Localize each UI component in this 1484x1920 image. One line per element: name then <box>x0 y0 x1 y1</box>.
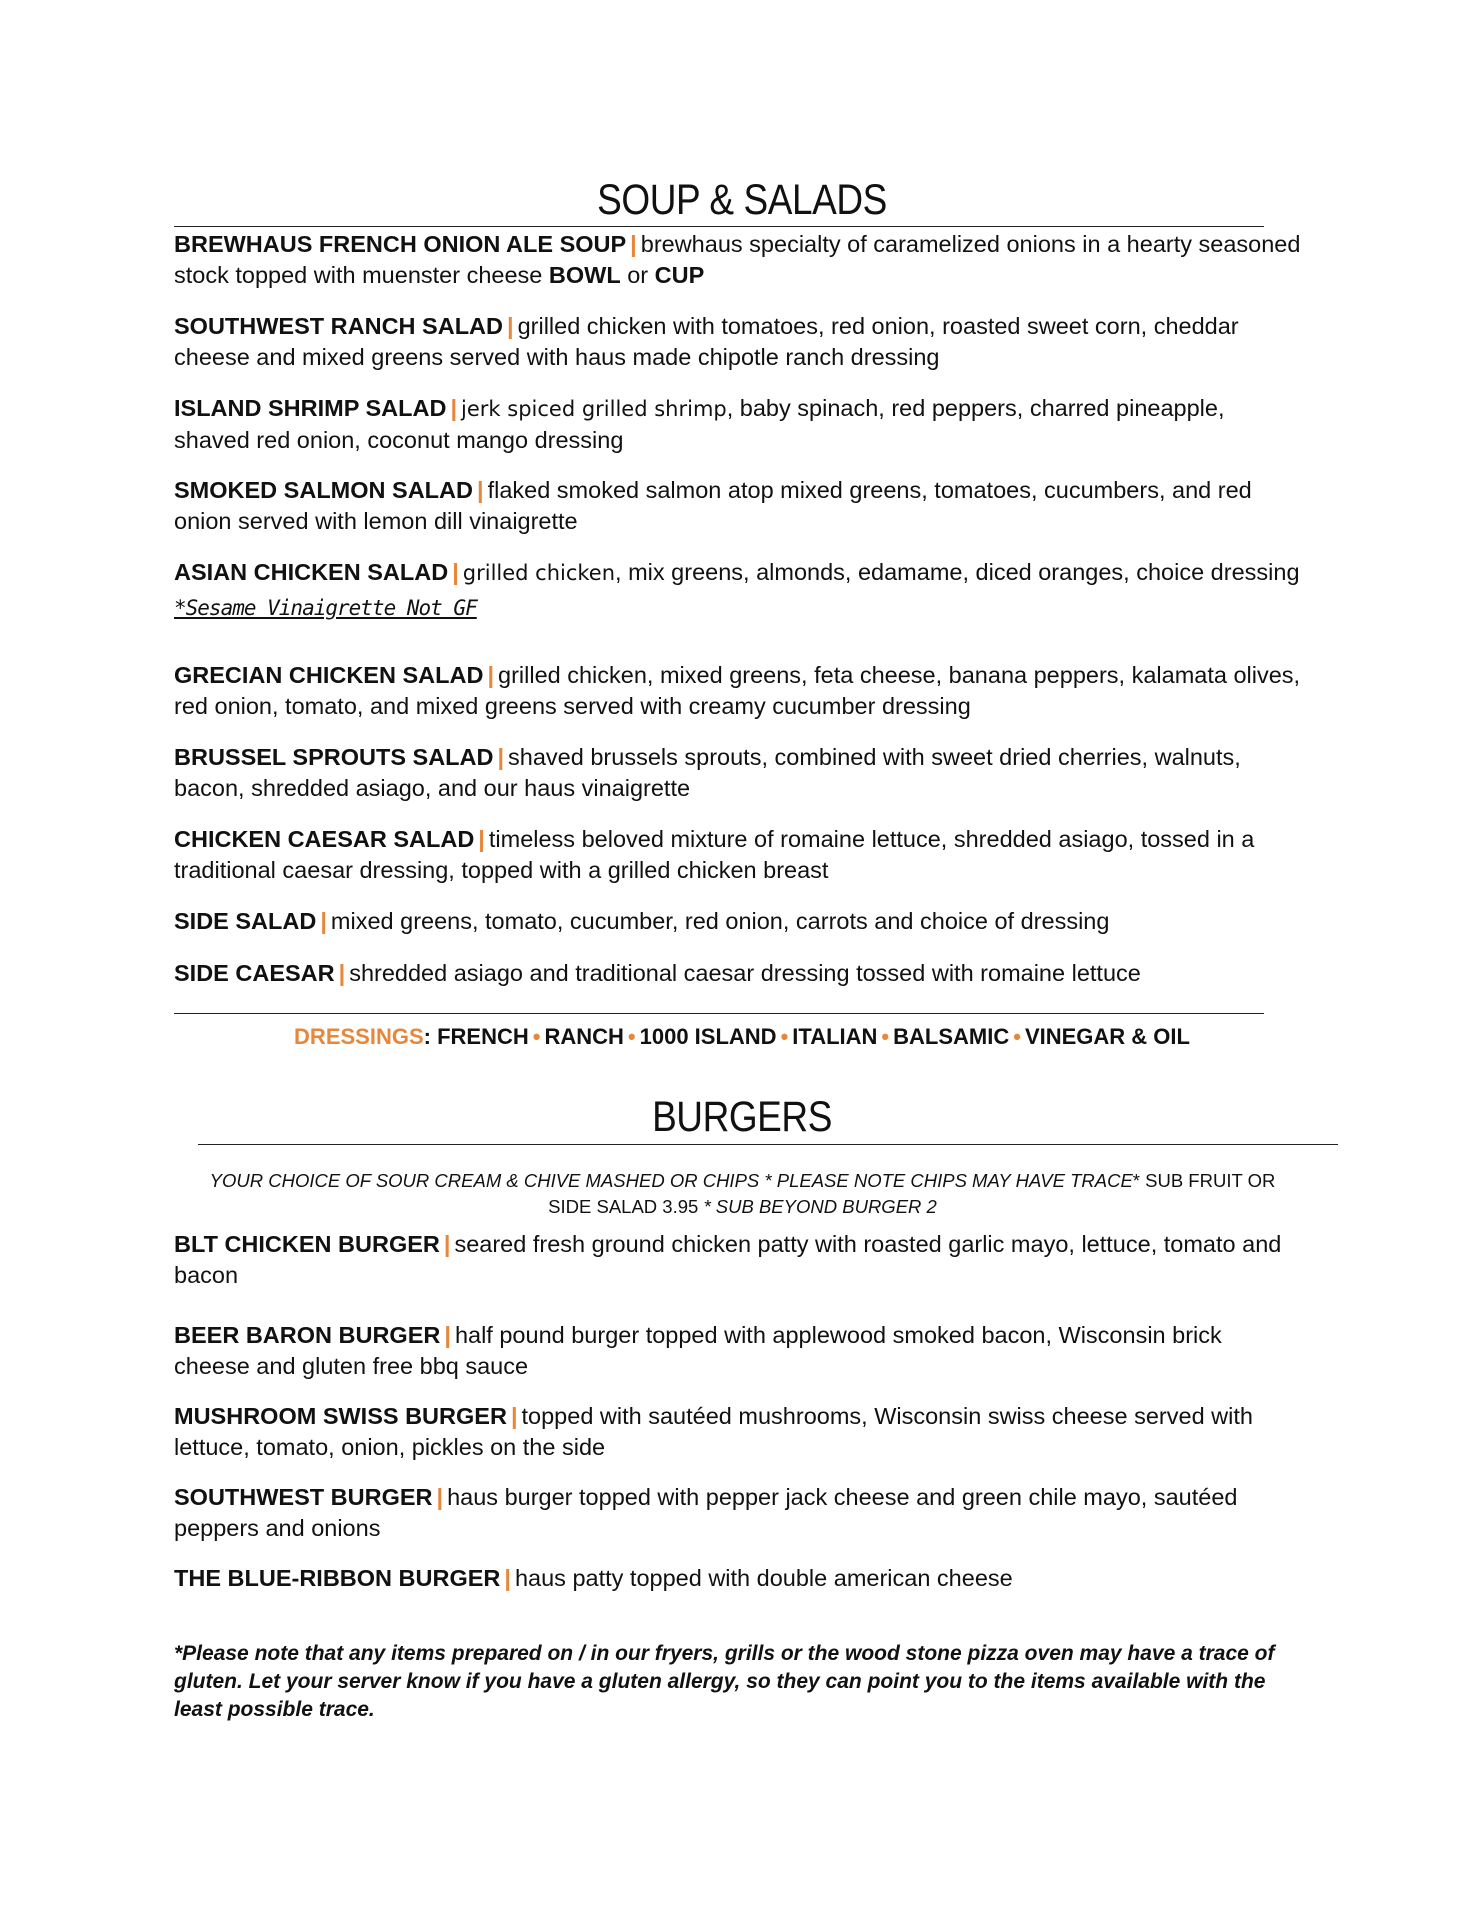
item-description: haus patty topped with double american cheese <box>514 1565 1013 1591</box>
cup-label: CUP <box>654 262 705 288</box>
bowl-label: BOWL <box>548 262 621 288</box>
bullet-separator: • <box>780 1024 789 1049</box>
separator: | <box>320 908 327 934</box>
item-description: half pound burger topped with applewood smoked bacon, Wisconsin brick cheese and gluten free bbq sauce <box>174 1322 1222 1379</box>
menu-item-mushroom-swiss-burger <box>174 1401 1304 1463</box>
item-description: , baby spinach, red peppers, charred pineapple, shaved red onion, coconut mango dressing <box>174 395 1225 453</box>
dressings-colon: : <box>423 1024 431 1049</box>
item-description: topped with sautéed mushrooms, Wisconsin swiss cheese served with lettuce, tomato, onion, pickles on the side <box>174 1403 1253 1460</box>
sides-note-sub: * SUB FRUIT OR SIDE SALAD 3.95 <box>548 1170 1276 1217</box>
sides-note-beyond: * SUB BEYOND BURGER 2 <box>698 1196 937 1217</box>
burgers-rule <box>198 1144 1338 1145</box>
item-description: seared fresh ground chicken patty with roasted garlic mayo, lettuce, tomato and bacon <box>174 1231 1282 1288</box>
menu-item-french-onion-soup <box>174 229 1304 291</box>
menu-item-beer-baron-burger <box>174 1320 1304 1382</box>
soup-salads-rule <box>174 226 1264 227</box>
dressing-option: 1000 ISLAND <box>639 1024 777 1049</box>
item-description: mixed greens, tomato, cucumber, red onion, carrots and choice of dressing <box>330 908 1110 934</box>
separator: | <box>478 826 485 852</box>
separator: | <box>452 559 459 585</box>
item-description: grilled chicken with tomatoes, red onion, roasted sweet corn, cheddar cheese and mixed greens served with haus made chipotle ranch dressing <box>174 313 1239 370</box>
dressing-option: FRENCH <box>437 1024 529 1049</box>
dressings-label: DRESSINGS <box>294 1024 424 1049</box>
menu-item-side-caesar <box>174 958 1304 989</box>
gluten-disclaimer: *Please note that any items prepared on / in our fryers, grills or the wood stone pizza oven may have a trace of gluten. Let your server know if you have a gluten allergy, so they can point you to the items available with the least possible trace. <box>174 1642 1275 1721</box>
separator: | <box>443 1231 451 1257</box>
item-description: grilled chicken, mixed greens, feta cheese, banana peppers, kalamata olives, red onion, tomato, and mixed greens served with creamy cucumber dressing <box>174 662 1301 719</box>
item-name: THE BLUE-RIBBON BURGER <box>174 1565 501 1591</box>
item-description-part: grilled chicken <box>462 561 616 585</box>
menu-item-smoked-salmon-salad <box>174 475 1304 537</box>
item-name: SOUTHWEST BURGER <box>174 1484 433 1510</box>
item-name: CHICKEN CAESAR SALAD <box>174 826 475 852</box>
separator: | <box>507 313 514 339</box>
dressings-rule <box>174 1013 1264 1014</box>
item-description: flaked smoked salmon atop mixed greens, tomatoes, cucumbers, and red onion served with lemon dill vinaigrette <box>174 477 1252 534</box>
separator: | <box>504 1565 511 1591</box>
menu-item-blue-ribbon-burger <box>174 1563 1304 1594</box>
item-description: shaved brussels sprouts, combined with sweet dried cherries, walnuts, bacon, shredded asiago, and our haus vinaigrette <box>174 744 1241 801</box>
or-label: or <box>627 262 649 288</box>
separator: | <box>450 395 458 421</box>
item-description: , mix greens, almonds, edamame, diced oranges, choice dressing <box>615 559 1300 585</box>
menu-item-blt-chicken-burger <box>174 1229 1304 1291</box>
separator: | <box>630 231 637 257</box>
menu-item-chicken-caesar-salad <box>174 824 1304 886</box>
item-description: haus burger topped with pepper jack cheese and green chile mayo, sautéed peppers and onions <box>174 1484 1238 1541</box>
burgers-sides-note <box>190 1168 1295 1220</box>
item-name: MUSHROOM SWISS BURGER <box>174 1403 507 1429</box>
dressing-option: RANCH <box>544 1024 624 1049</box>
separator: | <box>444 1322 451 1348</box>
menu-item-southwest-ranch-salad <box>174 311 1304 373</box>
item-name: ISLAND SHRIMP SALAD <box>174 395 447 421</box>
item-name: BREWHAUS FRENCH ONION ALE SOUP <box>174 231 627 257</box>
item-name: BRUSSEL SPROUTS SALAD <box>174 744 494 770</box>
bullet-separator: • <box>881 1024 890 1049</box>
item-name: SIDE CAESAR <box>174 960 335 986</box>
soup-salads-title: SOUP & SALADS <box>597 176 887 224</box>
separator: | <box>338 960 346 986</box>
bullet-separator: • <box>532 1024 541 1049</box>
item-name: ASIAN CHICKEN SALAD <box>174 559 449 585</box>
sesame-vinaigrette-note: *Sesame Vinaigrette Not GF <box>174 596 477 620</box>
separator: | <box>476 477 484 503</box>
item-description: shredded asiago and traditional caesar dressing tossed with romaine lettuce <box>349 960 1141 986</box>
item-description-part: jerk spiced grilled shrimp <box>461 397 727 421</box>
item-name: BEER BARON BURGER <box>174 1322 441 1348</box>
bullet-separator: • <box>627 1024 636 1049</box>
item-name: SOUTHWEST RANCH SALAD <box>174 313 503 339</box>
dressing-option: ITALIAN <box>792 1024 878 1049</box>
separator: | <box>487 662 495 688</box>
dressings-line <box>0 1024 1484 1050</box>
item-name: GRECIAN CHICKEN SALAD <box>174 662 484 688</box>
sides-note-italic: YOUR CHOICE OF SOUR CREAM & CHIVE MASHED OR CHIPS * PLEASE NOTE CHIPS MAY HAVE TRACE <box>209 1170 1133 1191</box>
separator: | <box>497 744 505 770</box>
menu-item-grecian-chicken-salad <box>174 660 1304 722</box>
item-description: brewhaus specialty of caramelized onions in a hearty seasoned stock topped with muenster cheese <box>174 231 1301 288</box>
burgers-title: BURGERS <box>652 1093 832 1141</box>
menu-item-southwest-burger <box>174 1482 1304 1544</box>
menu-item-asian-chicken-salad <box>174 557 1304 589</box>
separator: | <box>510 1403 518 1429</box>
menu-item-side-salad <box>174 906 1304 937</box>
dressing-option: VINEGAR & OIL <box>1024 1024 1190 1049</box>
separator: | <box>436 1484 444 1510</box>
menu-item-brussel-sprouts-salad <box>174 742 1304 804</box>
dressing-option: BALSAMIC <box>893 1024 1010 1049</box>
item-description: timeless beloved mixture of romaine lettuce, shredded asiago, tossed in a traditional caesar dressing, topped with a grilled chicken breast <box>174 826 1255 883</box>
menu-item-island-shrimp-salad <box>174 393 1304 456</box>
item-name: SIDE SALAD <box>174 908 317 934</box>
item-name: BLT CHICKEN BURGER <box>174 1231 440 1257</box>
bullet-separator: • <box>1013 1024 1021 1049</box>
item-name: SMOKED SALMON SALAD <box>174 477 473 503</box>
